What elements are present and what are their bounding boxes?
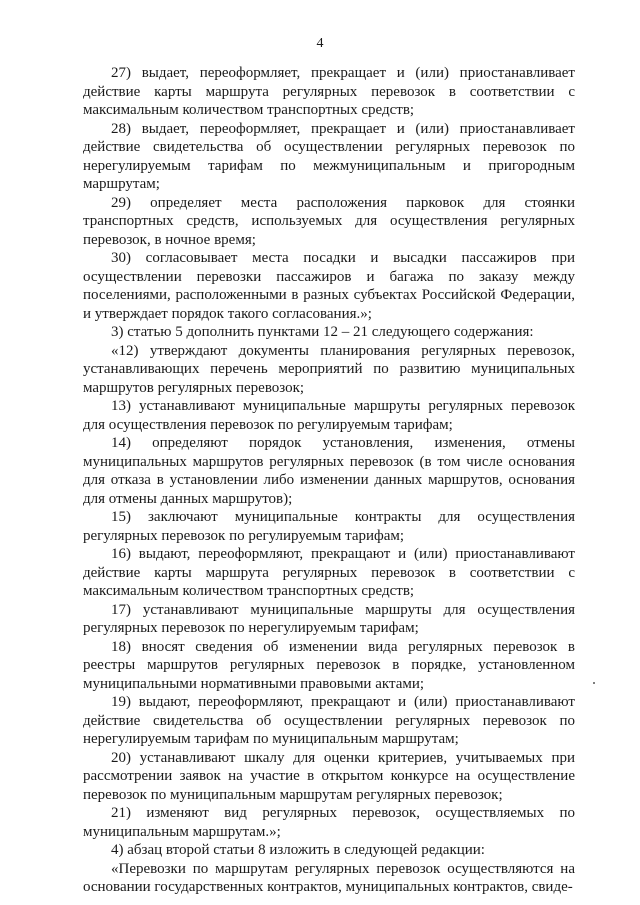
paragraph-item-19: 19) выдают, переоформляют, прекращают и (или) приостанавливают действие свидетельства об осуществлении регулярных перевозок по нерегулируемым тарифам по муниципальным маршрутам; (83, 694, 575, 747)
paragraph-item-27: 27) выдает, переоформляет, прекращает и (или) приостанавливает действие карты маршрута регулярных перевозок в соответствии с максимальным количеством транспортных средств; (83, 65, 575, 118)
paragraph-item-30: 30) согласовывает места посадки и высадки пассажиров при осуществлении перевозки пассажиров и багажа по заказу между поселениями, расположенными в разных субъектах Российской Федерации, и утверждает порядок такого согласования.»; (83, 250, 575, 322)
paragraph-quote-start: «Перевозки по маршрутам регулярных перевозок осуществляются на основании государственных контрактов, муниципальных контрактов, свиде- (83, 860, 575, 895)
paragraph-item-29: 29) определяет места расположения парковок для стоянки транспортных средств, используемых для осуществления регулярных перевозок, в ночное время; (83, 194, 575, 248)
document-body (83, 64, 575, 897)
paragraph-item-12: «12) утверждают документы планирования регулярных перевозок, устанавливающих перечень мероприятий по развитию муниципальных маршрутов регулярных перевозок; (83, 342, 575, 396)
paragraph-item-14: 14) определяют порядок установления, изменения, отмены муниципальных маршрутов регулярных перевозок (в том числе основания для отказа в установлении либо изменении данных маршрутов, основания для отмены данных маршрутов); (83, 435, 575, 507)
paragraph-amendment-3: 3) статью 5 дополнить пунктами 12 – 21 следующего содержания: (111, 324, 534, 340)
paragraph-item-18: 18) вносят сведения об изменении вида регулярных перевозок в реестры маршрутов регулярных перевозок в порядке, установленном муниципальными нормативными правовыми актами; (83, 638, 575, 692)
paragraph-item-15: 15) заключают муниципальные контракты для осуществления регулярных перевозок по регулируемым тарифам; (83, 509, 575, 544)
scan-speck (593, 682, 595, 684)
paragraph-item-13: 13) устанавливают муниципальные маршруты регулярных перевозок для осуществления перевозок по регулируемым тарифам; (83, 398, 575, 433)
page-number: 4 (316, 36, 324, 51)
paragraph-item-21: 21) изменяют вид регулярных перевозок, осуществляемых по муниципальным маршрутам.»; (83, 805, 575, 840)
paragraph-item-17: 17) устанавливают муниципальные маршруты для осуществления регулярных перевозок по нерегулируемым тарифам; (83, 601, 575, 636)
paragraph-item-28: 28) выдает, переоформляет, прекращает и (или) приостанавливает действие свидетельства об осуществлении регулярных перевозок по нерегулируемым тарифам по межмуниципальным и пригородным маршрутам; (83, 120, 575, 192)
paragraph-item-16: 16) выдают, переоформляют, прекращают и (или) приостанавливают действие карты маршрута регулярных перевозок в соответствии с максимальным количеством транспортных средств; (83, 546, 575, 599)
paragraph-amendment-4: 4) абзац второй статьи 8 изложить в следующей редакции: (111, 842, 485, 858)
paragraph-item-20: 20) устанавливают шкалу для оценки критериев, учитываемых при рассмотрении заявок на участие в открытом конкурсе на осуществление перевозок по муниципальным маршрутам регулярных перевозок; (83, 749, 575, 803)
